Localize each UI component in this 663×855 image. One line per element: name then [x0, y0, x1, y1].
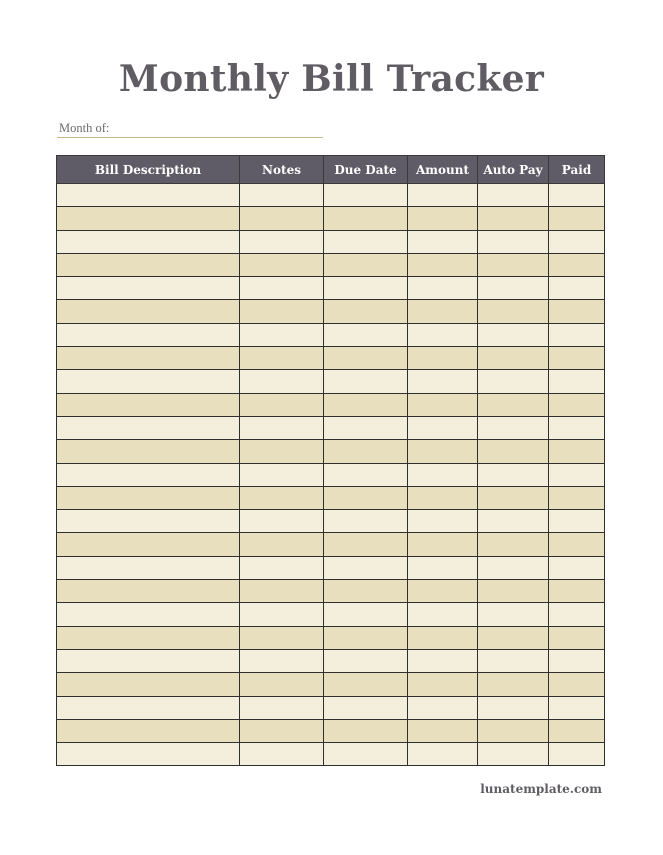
month-of-field[interactable]	[57, 121, 323, 138]
cell-due-date[interactable]	[324, 510, 408, 533]
cell-amount[interactable]	[408, 673, 478, 696]
cell-auto-pay[interactable]	[478, 230, 549, 253]
cell-amount[interactable]	[408, 626, 478, 649]
cell-notes[interactable]	[240, 253, 324, 276]
cell-bill-description[interactable]	[57, 719, 240, 742]
cell-bill-description[interactable]	[57, 486, 240, 509]
cell-notes[interactable]	[240, 719, 324, 742]
cell-notes[interactable]	[240, 277, 324, 300]
cell-bill-description[interactable]	[57, 347, 240, 370]
table-row	[57, 370, 605, 393]
cell-amount[interactable]	[408, 486, 478, 509]
month-of-label: Month of:	[59, 121, 110, 135]
cell-notes[interactable]	[240, 184, 324, 207]
cell-auto-pay[interactable]	[478, 440, 549, 463]
cell-amount[interactable]	[408, 533, 478, 556]
cell-due-date[interactable]	[324, 393, 408, 416]
cell-due-date[interactable]	[324, 440, 408, 463]
table-row	[57, 253, 605, 276]
cell-due-date[interactable]	[324, 743, 408, 766]
cell-paid[interactable]	[549, 696, 605, 719]
cell-bill-description[interactable]	[57, 743, 240, 766]
table-row	[57, 347, 605, 370]
cell-paid[interactable]	[549, 300, 605, 323]
cell-paid[interactable]	[549, 510, 605, 533]
cell-amount[interactable]	[408, 719, 478, 742]
cell-notes[interactable]	[240, 440, 324, 463]
cell-amount[interactable]	[408, 370, 478, 393]
cell-notes[interactable]	[240, 207, 324, 230]
table-row	[57, 626, 605, 649]
cell-bill-description[interactable]	[57, 230, 240, 253]
cell-amount[interactable]	[408, 580, 478, 603]
cell-notes[interactable]	[240, 696, 324, 719]
table-row	[57, 440, 605, 463]
cell-notes[interactable]	[240, 743, 324, 766]
cell-amount[interactable]	[408, 347, 478, 370]
cell-due-date[interactable]	[324, 323, 408, 346]
cell-amount[interactable]	[408, 300, 478, 323]
cell-notes[interactable]	[240, 347, 324, 370]
col-header-due-date: Due Date	[324, 156, 408, 184]
cell-paid[interactable]	[549, 253, 605, 276]
cell-due-date[interactable]	[324, 603, 408, 626]
cell-amount[interactable]	[408, 277, 478, 300]
cell-bill-description[interactable]	[57, 323, 240, 346]
page-title: Monthly Bill Tracker	[118, 58, 545, 100]
cell-notes[interactable]	[240, 556, 324, 579]
cell-notes[interactable]	[240, 230, 324, 253]
col-header-paid: Paid	[549, 156, 605, 184]
cell-due-date[interactable]	[324, 277, 408, 300]
cell-due-date[interactable]	[324, 463, 408, 486]
cell-amount[interactable]	[408, 556, 478, 579]
cell-due-date[interactable]	[324, 416, 408, 439]
cell-paid[interactable]	[549, 743, 605, 766]
cell-due-date[interactable]	[324, 300, 408, 323]
cell-paid[interactable]	[549, 347, 605, 370]
table-row	[57, 673, 605, 696]
cell-notes[interactable]	[240, 649, 324, 672]
table-row	[57, 323, 605, 346]
cell-amount[interactable]	[408, 230, 478, 253]
cell-amount[interactable]	[408, 603, 478, 626]
cell-bill-description[interactable]	[57, 556, 240, 579]
cell-paid[interactable]	[549, 486, 605, 509]
cell-notes[interactable]	[240, 533, 324, 556]
cell-notes[interactable]	[240, 603, 324, 626]
table-row	[57, 416, 605, 439]
cell-due-date[interactable]	[324, 253, 408, 276]
cell-paid[interactable]	[549, 673, 605, 696]
table-row	[57, 696, 605, 719]
cell-notes[interactable]	[240, 626, 324, 649]
cell-paid[interactable]	[549, 370, 605, 393]
table-row	[57, 649, 605, 672]
cell-notes[interactable]	[240, 300, 324, 323]
table-body	[57, 184, 605, 766]
cell-paid[interactable]	[549, 463, 605, 486]
cell-amount[interactable]	[408, 440, 478, 463]
cell-notes[interactable]	[240, 463, 324, 486]
cell-paid[interactable]	[549, 533, 605, 556]
cell-notes[interactable]	[240, 393, 324, 416]
cell-due-date[interactable]	[324, 207, 408, 230]
cell-notes[interactable]	[240, 673, 324, 696]
cell-due-date[interactable]	[324, 184, 408, 207]
cell-bill-description[interactable]	[57, 300, 240, 323]
cell-amount[interactable]	[408, 743, 478, 766]
cell-amount[interactable]	[408, 510, 478, 533]
cell-paid[interactable]	[549, 556, 605, 579]
table-row	[57, 533, 605, 556]
cell-paid[interactable]	[549, 230, 605, 253]
cell-bill-description[interactable]	[57, 580, 240, 603]
cell-due-date[interactable]	[324, 649, 408, 672]
cell-auto-pay[interactable]	[478, 626, 549, 649]
table-row	[57, 603, 605, 626]
cell-notes[interactable]	[240, 580, 324, 603]
cell-paid[interactable]	[549, 603, 605, 626]
cell-auto-pay[interactable]	[478, 300, 549, 323]
table-row	[57, 486, 605, 509]
cell-auto-pay[interactable]	[478, 743, 549, 766]
cell-paid[interactable]	[549, 719, 605, 742]
cell-bill-description[interactable]	[57, 370, 240, 393]
table-row	[57, 580, 605, 603]
cell-bill-description[interactable]	[57, 649, 240, 672]
cell-notes[interactable]	[240, 323, 324, 346]
table-row	[57, 184, 605, 207]
cell-paid[interactable]	[549, 649, 605, 672]
cell-auto-pay[interactable]	[478, 416, 549, 439]
table-row	[57, 510, 605, 533]
cell-notes[interactable]	[240, 370, 324, 393]
table-row	[57, 463, 605, 486]
cell-bill-description[interactable]	[57, 603, 240, 626]
cell-paid[interactable]	[549, 277, 605, 300]
cell-due-date[interactable]	[324, 719, 408, 742]
cell-amount[interactable]	[408, 207, 478, 230]
col-header-auto-pay: Auto Pay	[478, 156, 549, 184]
cell-auto-pay[interactable]	[478, 207, 549, 230]
cell-bill-description[interactable]	[57, 393, 240, 416]
cell-auto-pay[interactable]	[478, 673, 549, 696]
cell-bill-description[interactable]	[57, 440, 240, 463]
cell-bill-description[interactable]	[57, 673, 240, 696]
cell-due-date[interactable]	[324, 696, 408, 719]
cell-due-date[interactable]	[324, 230, 408, 253]
table-row	[57, 743, 605, 766]
cell-amount[interactable]	[408, 184, 478, 207]
cell-auto-pay[interactable]	[478, 486, 549, 509]
cell-auto-pay[interactable]	[478, 370, 549, 393]
cell-auto-pay[interactable]	[478, 580, 549, 603]
cell-auto-pay[interactable]	[478, 649, 549, 672]
cell-paid[interactable]	[549, 207, 605, 230]
cell-auto-pay[interactable]	[478, 510, 549, 533]
col-header-amount: Amount	[408, 156, 478, 184]
cell-auto-pay[interactable]	[478, 277, 549, 300]
cell-auto-pay[interactable]	[478, 556, 549, 579]
cell-bill-description[interactable]	[57, 533, 240, 556]
cell-bill-description[interactable]	[57, 416, 240, 439]
cell-due-date[interactable]	[324, 347, 408, 370]
cell-bill-description[interactable]	[57, 696, 240, 719]
cell-due-date[interactable]	[324, 533, 408, 556]
cell-due-date[interactable]	[324, 486, 408, 509]
cell-auto-pay[interactable]	[478, 347, 549, 370]
cell-paid[interactable]	[549, 323, 605, 346]
cell-amount[interactable]	[408, 393, 478, 416]
cell-bill-description[interactable]	[57, 277, 240, 300]
col-header-notes: Notes	[240, 156, 324, 184]
cell-auto-pay[interactable]	[478, 393, 549, 416]
table-row	[57, 556, 605, 579]
table-row	[57, 230, 605, 253]
cell-auto-pay[interactable]	[478, 323, 549, 346]
cell-amount[interactable]	[408, 416, 478, 439]
col-header-bill-description: Bill Description	[57, 156, 240, 184]
table-row	[57, 300, 605, 323]
table-header-row	[57, 156, 605, 184]
cell-paid[interactable]	[549, 440, 605, 463]
cell-auto-pay[interactable]	[478, 719, 549, 742]
cell-bill-description[interactable]	[57, 463, 240, 486]
table-row	[57, 207, 605, 230]
cell-notes[interactable]	[240, 416, 324, 439]
cell-auto-pay[interactable]	[478, 184, 549, 207]
cell-amount[interactable]	[408, 253, 478, 276]
cell-auto-pay[interactable]	[478, 603, 549, 626]
cell-paid[interactable]	[549, 184, 605, 207]
cell-amount[interactable]	[408, 463, 478, 486]
cell-notes[interactable]	[240, 486, 324, 509]
cell-amount[interactable]	[408, 323, 478, 346]
cell-paid[interactable]	[549, 416, 605, 439]
cell-due-date[interactable]	[324, 626, 408, 649]
table-row	[57, 277, 605, 300]
cell-due-date[interactable]	[324, 580, 408, 603]
cell-notes[interactable]	[240, 510, 324, 533]
cell-bill-description[interactable]	[57, 510, 240, 533]
cell-bill-description[interactable]	[57, 626, 240, 649]
cell-due-date[interactable]	[324, 556, 408, 579]
cell-auto-pay[interactable]	[478, 696, 549, 719]
cell-auto-pay[interactable]	[478, 463, 549, 486]
cell-paid[interactable]	[549, 580, 605, 603]
cell-due-date[interactable]	[324, 673, 408, 696]
cell-amount[interactable]	[408, 696, 478, 719]
table-row	[57, 393, 605, 416]
cell-due-date[interactable]	[324, 370, 408, 393]
cell-bill-description[interactable]	[57, 207, 240, 230]
site-credit: lunatemplate.com	[480, 782, 602, 796]
bill-table	[56, 155, 605, 766]
cell-paid[interactable]	[549, 393, 605, 416]
cell-amount[interactable]	[408, 649, 478, 672]
table-row	[57, 719, 605, 742]
cell-paid[interactable]	[549, 626, 605, 649]
cell-bill-description[interactable]	[57, 253, 240, 276]
cell-bill-description[interactable]	[57, 184, 240, 207]
cell-auto-pay[interactable]	[478, 533, 549, 556]
cell-auto-pay[interactable]	[478, 253, 549, 276]
